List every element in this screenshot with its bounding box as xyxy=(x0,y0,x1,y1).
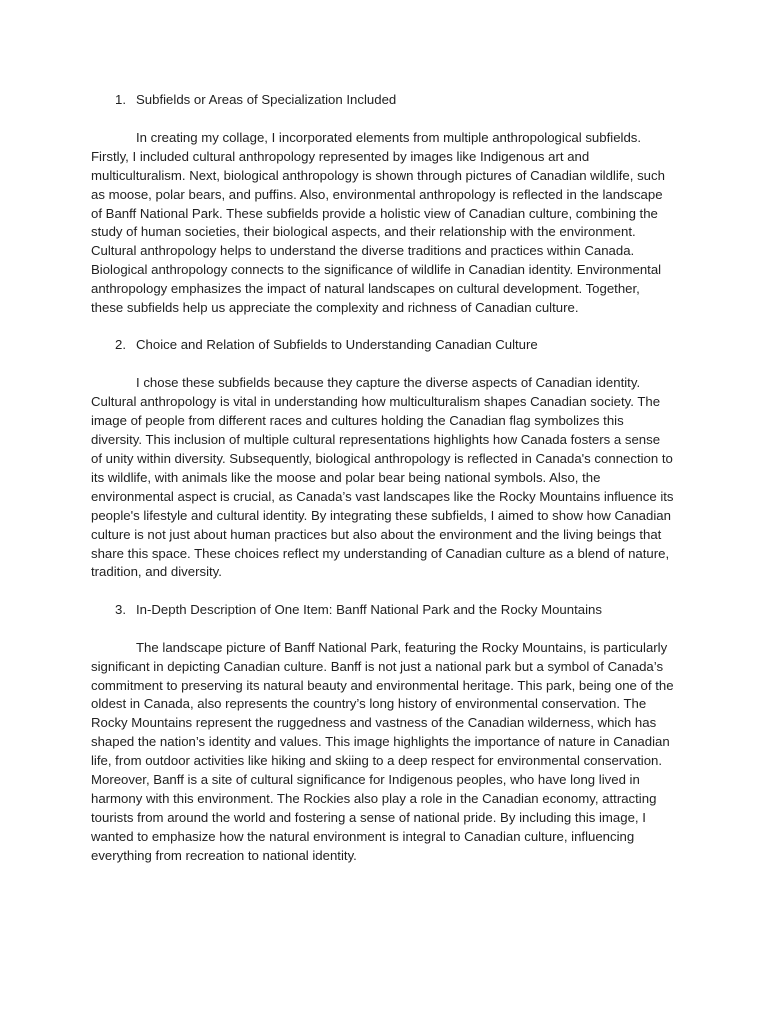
section-heading xyxy=(91,601,674,620)
section-paragraph: The landscape picture of Banff National Park, featuring the Rocky Mountains, is particularly significant in depicting Canadian culture. Banff is not just a national park but a symbol of Canada’s commitment to preserving its natural beauty and environmental heritage. This park, being one of the oldest in Canada, also represents the country’s long history of environmental conservation. The Rocky Mountains represent the ruggedness and vastness of the Canadian wilderness, which has shaped the nation’s identity and values. This image highlights the importance of nature in Canadian life, from outdoor activities like hiking and skiing to a deep respect for environmental conservation. Moreover, Banff is a site of cultural significance for Indigenous peoples, who have long lived in harmony with this environment. The Rockies also play a role in the Canadian economy, attracting tourists from around the world and fostering a sense of national pride. By including this image, I wanted to emphasize how the natural environment is integral to Canadian culture, influencing everything from recreation to national identity. xyxy=(91,639,674,863)
section-1 xyxy=(91,91,674,318)
section-number: 2. xyxy=(115,337,126,353)
section-heading xyxy=(91,91,674,110)
section-number: 1. xyxy=(115,92,126,107)
section-number: 3. xyxy=(115,601,126,617)
section-heading xyxy=(91,336,674,355)
section-paragraph: I chose these subfields because they capture the diverse aspects of Canadian identity. Cultural anthropology is vital in understanding how multiculturalism shapes Canadian society. The image of people from different races and cultures holding the Canadian flag symbolizes this diversity. This inclusion of multiple cultural representations highlights how Canada fosters a sense of unity within diversity. Subsequently, biological anthropology is reflected in Canada's connection to its wildlife, with animals like the moose and polar bear being national symbols. Also, the environmental aspect is crucial, as Canada’s vast landscapes like the Rocky Mountains influence its people's lifestyle and cultural identity. By integrating these subfields, I aimed to show how Canadian culture is not just about human practices but also about the environment and the living beings that share this space. These choices reflect my understanding of Canadian culture as a blend of nature, tradition, and diversity. xyxy=(91,375,674,580)
section-title: In-Depth Description of One Item: Banff National Park and the Rocky Mountains xyxy=(136,601,602,617)
section-2 xyxy=(91,336,674,582)
section-title: Subfields or Areas of Specialization Included xyxy=(136,92,397,107)
section-3 xyxy=(91,601,674,866)
section-paragraph: In creating my collage, I incorporated elements from multiple anthropological subfields. Firstly, I included cultural anthropology represented by images like Indigenous art and multiculturalism. Next, biological anthropology is shown through pictures of Canadian wildlife, such as moose, polar bears, and puffins. Also, environmental anthropology is reflected in the landscape of Banff National Park. These subfields provide a holistic view of Canadian culture, combining the study of human societies, their biological aspects, and their relationship with the environment. Cultural anthropology helps to understand the diverse traditions and practices within Canada. Biological anthropology connects to the significance of wildlife in Canadian identity. Environmental anthropology emphasizes the impact of natural landscapes on cultural development. Together, these subfields help us appreciate the complexity and richness of Canadian culture. xyxy=(91,129,665,316)
section-title: Choice and Relation of Subfields to Understanding Canadian Culture xyxy=(136,337,538,353)
